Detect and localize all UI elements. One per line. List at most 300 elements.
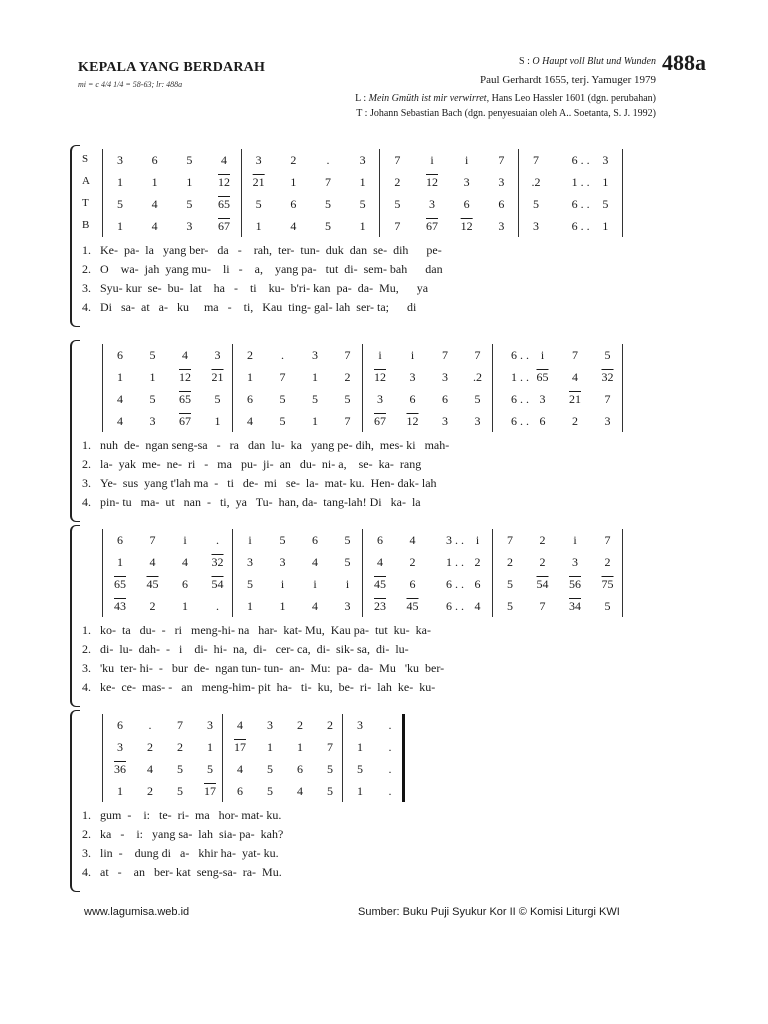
note: 6 — [498, 197, 505, 211]
note: 7 — [344, 414, 351, 428]
note: 5 — [177, 762, 183, 776]
note: 7 — [539, 599, 546, 613]
note: 67 — [218, 219, 230, 233]
note: 5 — [279, 414, 286, 428]
note: 1 — [602, 175, 609, 189]
note: 1 — [247, 370, 253, 384]
note: 7 — [604, 533, 611, 547]
source-credit: S : O Haupt voll Blut und Wunden — [519, 56, 656, 67]
note: 2 — [539, 533, 546, 547]
note: 5 — [255, 197, 262, 211]
barline — [622, 529, 623, 617]
note: 6 . . — [446, 599, 464, 613]
barline — [492, 529, 493, 617]
note: 1 — [357, 740, 363, 754]
note: 2 — [409, 555, 416, 569]
note: 3 — [255, 153, 262, 167]
verse-number: 2. — [82, 457, 91, 471]
note: 5 — [344, 555, 351, 569]
note: 4 — [290, 219, 297, 233]
note: 12 — [406, 414, 419, 428]
note: 6 — [117, 348, 123, 362]
note: 4 — [147, 762, 153, 776]
note: 4 — [572, 370, 578, 384]
song-number: 488a — [662, 50, 706, 75]
note: 12 — [460, 219, 473, 233]
note: 3 — [463, 175, 470, 189]
note: 1 . . — [446, 555, 464, 569]
note: 4 — [151, 219, 158, 233]
note: 1 — [359, 219, 366, 233]
note: 75 — [601, 577, 614, 591]
note: 5 — [207, 762, 213, 776]
voice-label: B — [82, 219, 90, 231]
note: 3 — [604, 414, 611, 428]
note: 3 — [539, 392, 546, 406]
note: 5 — [267, 784, 273, 798]
lyric-text: 'ku ter- hi- - bur de- ngan tun- tun- an- Mu: pa- da- Mu 'ku ber- — [100, 661, 445, 675]
note: . — [388, 762, 392, 776]
note: 7 — [442, 348, 448, 362]
barline — [362, 344, 363, 432]
barline — [342, 714, 343, 802]
note: 1 — [312, 370, 318, 384]
note: 3 — [214, 348, 221, 362]
note: 54 — [211, 577, 224, 591]
note: i — [475, 533, 480, 547]
final-barline — [402, 714, 405, 802]
note: i — [378, 348, 382, 362]
note: 1 — [207, 740, 213, 754]
note: 3 — [498, 219, 505, 233]
note: 1 — [182, 599, 188, 613]
note: 4 — [221, 153, 227, 167]
note: 5 — [344, 533, 351, 547]
note: 4 — [312, 555, 318, 569]
note: 4 — [312, 599, 318, 613]
note: 6 — [442, 392, 448, 406]
note: 5 — [327, 762, 333, 776]
harmony-credit: T : Johann Sebastian Bach (dgn. penyesuaian oleh A.. Soetanta, S. J. 1992) — [356, 108, 656, 119]
note: 2 — [474, 555, 481, 569]
note: 3 — [117, 153, 123, 167]
note: 65 — [114, 577, 126, 591]
note: i — [183, 533, 187, 547]
note: 6 — [297, 762, 303, 776]
note: 2 — [604, 555, 611, 569]
note: 1 — [357, 784, 363, 798]
note: 3 — [149, 414, 156, 428]
note: 1 — [602, 219, 609, 233]
note: 4 — [149, 555, 156, 569]
note: 6 . . — [571, 197, 590, 211]
voice-label: A — [82, 175, 90, 187]
note: 6 — [377, 533, 383, 547]
note: 2 — [147, 740, 153, 754]
voice-label: T — [82, 197, 89, 209]
note: 21 — [211, 370, 224, 384]
note: 1 — [247, 599, 253, 613]
note: i — [248, 533, 252, 547]
lyric-line — [82, 262, 443, 277]
verse-number: 4. — [82, 865, 91, 879]
note: 67 — [426, 219, 438, 233]
note: 7 — [279, 370, 286, 384]
verse-number: 2. — [82, 262, 91, 276]
lyric-text: Syu- kur se- bu- lat ha - ti ku- b'ri- kan pa- da- Mu, ya — [100, 281, 429, 295]
barline — [622, 149, 623, 237]
note: 36 — [114, 762, 126, 776]
note: 7 — [394, 153, 401, 167]
note: 12 — [179, 370, 191, 384]
note: 65 — [179, 392, 191, 406]
note: 1 — [149, 370, 156, 384]
verse-number: 1. — [82, 808, 91, 822]
note: 4 — [182, 555, 188, 569]
note: 6 . . — [446, 577, 464, 591]
note: 2 — [177, 740, 183, 754]
note: 7 — [325, 175, 331, 189]
note: 32 — [601, 370, 614, 384]
barline — [232, 344, 233, 432]
verse-number: 2. — [82, 642, 91, 656]
note: i — [313, 577, 317, 591]
note: 5 — [177, 784, 183, 798]
note: 5 — [507, 577, 513, 591]
verse-number: 4. — [82, 495, 91, 509]
barline — [492, 344, 493, 432]
note: . — [148, 718, 152, 732]
barline — [241, 149, 242, 237]
note: 7 — [177, 718, 183, 732]
lyric-text: la- yak me- ne- ri - ma pu- ji- an du- ni- a, se- ka- rang — [100, 457, 422, 471]
note: 65 — [536, 370, 549, 384]
note: 5 — [247, 577, 253, 591]
note: 3 — [442, 414, 448, 428]
verse-number: 4. — [82, 300, 91, 314]
barline — [102, 344, 103, 432]
note: 2 — [344, 370, 351, 384]
note: 1 — [117, 370, 123, 384]
note: 4 — [151, 197, 158, 211]
note: 2 — [327, 718, 333, 732]
note: 65 — [218, 197, 230, 211]
note: 7 — [533, 153, 539, 167]
note: 3 — [344, 599, 351, 613]
note: 3 — [117, 740, 123, 754]
lyric-line — [82, 281, 428, 296]
note: 54 — [536, 577, 549, 591]
note: 6 — [409, 577, 416, 591]
lyric-line — [82, 846, 279, 861]
note: i — [430, 153, 434, 167]
note: 3 — [357, 718, 363, 732]
note: 3 — [359, 153, 366, 167]
note: 6 . . — [511, 414, 529, 428]
note: 4 — [237, 718, 243, 732]
note: 5 — [474, 392, 481, 406]
tempo-marking: mi = c 4/4 1/4 = 58-63; lr: 488a — [78, 80, 183, 89]
note: 1 — [117, 219, 123, 233]
note: 1 — [214, 414, 221, 428]
note: 2 — [394, 175, 401, 189]
note: . — [388, 740, 392, 754]
note: 2 — [147, 784, 153, 798]
lyric-line — [82, 827, 283, 842]
lyric-text: lin - dung di a- khir ha- yat- ku. — [100, 846, 279, 860]
lyric-line — [82, 623, 431, 638]
lyric-line — [82, 661, 444, 676]
note: .2 — [473, 370, 482, 384]
lyric-text: pin- tu ma- ut nan - ti, ya Tu- han, da- tang-lah! Di ka- la — [100, 495, 421, 509]
note: 34 — [569, 599, 581, 613]
note: 4 — [117, 392, 123, 406]
song-title: KEPALA YANG BERDARAH — [78, 60, 266, 75]
note: 23 — [374, 599, 386, 613]
note: 5 — [186, 153, 193, 167]
lyric-line — [82, 642, 409, 657]
note: 5 — [279, 392, 286, 406]
note: 6 — [117, 718, 123, 732]
note: 6 . . — [511, 348, 529, 362]
note: 2 — [572, 414, 578, 428]
note: 4 — [474, 599, 481, 613]
note: 6 — [463, 197, 470, 211]
verse-number: 3. — [82, 476, 91, 490]
note: 5 — [604, 599, 611, 613]
note: 5 — [149, 348, 156, 362]
note: 1 — [290, 175, 297, 189]
note: 1 — [117, 784, 123, 798]
note: i — [280, 577, 285, 591]
note: 7 — [149, 533, 156, 547]
note: 1 — [117, 555, 123, 569]
note: 3 — [409, 370, 416, 384]
note: 7 — [474, 348, 481, 362]
barline — [102, 149, 103, 237]
note: 3 — [572, 555, 578, 569]
verse-number: 1. — [82, 438, 91, 452]
note: 6 — [151, 153, 158, 167]
lyric-line — [82, 680, 435, 695]
note: 3 — [207, 718, 213, 732]
note: 1 — [267, 740, 273, 754]
barline — [362, 529, 363, 617]
note: 2 — [247, 348, 253, 362]
note: 21 — [569, 392, 581, 406]
lyric-text: O wa- jah yang mu- li - a, yang pa- tut di- sem- bah dan — [100, 262, 443, 276]
note: . — [388, 784, 392, 798]
note: 7 — [394, 219, 401, 233]
note: 5 — [533, 197, 539, 211]
melody-credit: L : Mein Gmüth ist mir verwirret, Hans Leo Hassler 1601 (dgn. perubahan) — [355, 93, 656, 104]
lyric-text: at - an ber- kat seng-sa- ra- Mu. — [100, 865, 282, 879]
note: 6 — [237, 784, 243, 798]
barline — [102, 714, 103, 802]
note: 6 . . — [571, 219, 590, 233]
note: 1 . . — [511, 370, 529, 384]
note: 3 — [186, 219, 193, 233]
note: 45 — [146, 577, 159, 591]
note: 12 — [374, 370, 386, 384]
note: 45 — [406, 599, 419, 613]
barline — [622, 344, 623, 432]
lyric-line — [82, 457, 421, 472]
lyric-text: Di sa- at a- ku ma - ti, Kau ting- gal- lah ser- ta; di — [100, 300, 417, 314]
note: 3 . . — [446, 533, 464, 547]
lyric-text: nuh de- ngan seng-sa - ra dan lu- ka yang pe- dih, mes- ki mah- — [100, 438, 450, 452]
note: i — [410, 348, 415, 362]
note: 5 — [186, 197, 193, 211]
lyric-line — [82, 495, 421, 510]
verse-number: 3. — [82, 661, 91, 675]
note: 5 — [344, 392, 351, 406]
note: 7 — [344, 348, 351, 362]
note: 1 — [297, 740, 303, 754]
note: 5 — [359, 197, 366, 211]
system-brace — [70, 710, 80, 892]
note: 5 — [279, 533, 286, 547]
note: 7 — [572, 348, 578, 362]
note: 3 — [442, 370, 448, 384]
verse-number: 3. — [82, 846, 91, 860]
note: 7 — [327, 740, 333, 754]
note: 6 — [409, 392, 416, 406]
lyric-text: ko- ta du- - ri meng-hi- na har- kat- Mu, Kau pa- tut ku- ka- — [100, 623, 431, 637]
note: 5 — [507, 599, 513, 613]
lyric-text: ka - i: yang sa- lah sia- pa- kah? — [100, 827, 284, 841]
note: . — [281, 348, 284, 362]
note: 32 — [211, 555, 224, 569]
lyric-text: ke- ce- mas- - an meng-him- pit ha- ti- ku, be- ri- lah ke- ku- — [100, 680, 436, 694]
note: 4 — [297, 784, 303, 798]
note: 17 — [204, 784, 216, 798]
note: 5 — [602, 197, 609, 211]
note: . — [326, 153, 330, 167]
note: 7 — [604, 392, 611, 406]
note: 21 — [252, 175, 265, 189]
note: 3 — [377, 392, 383, 406]
note: 45 — [374, 577, 386, 591]
poet-credit: Paul Gerhardt 1655, terj. Yamuger 1979 — [480, 74, 656, 86]
note: 5 — [327, 784, 333, 798]
barline — [518, 149, 519, 237]
note: 6 — [539, 414, 546, 428]
lyric-line — [82, 865, 282, 880]
note: 6 . . — [511, 392, 529, 406]
note: 6 — [312, 533, 318, 547]
note: 4 — [377, 555, 383, 569]
note: 2 — [507, 555, 513, 569]
note: 12 — [218, 175, 230, 189]
note: 3 — [602, 153, 609, 167]
note: 7 — [498, 153, 505, 167]
note: i — [573, 533, 577, 547]
note: 3 — [474, 414, 481, 428]
note: 5 — [267, 762, 273, 776]
note: 1 — [255, 219, 262, 233]
system-brace — [70, 340, 80, 522]
barline — [222, 714, 223, 802]
lyric-text: Ye- sus yang t'lah ma - ti de- mi se- la- mat- ku. Hen- dak- lah — [100, 476, 437, 490]
note: 43 — [114, 599, 126, 613]
note: 4 — [182, 348, 188, 362]
system-brace — [70, 145, 80, 327]
lyric-line — [82, 300, 416, 315]
footer-site[interactable]: www.lagumisa.web.id — [84, 906, 190, 918]
note: 4 — [117, 414, 123, 428]
note: 5 — [149, 392, 156, 406]
note: i — [345, 577, 350, 591]
note: 2 — [149, 599, 156, 613]
note: 2 — [290, 153, 297, 167]
note: 3 — [267, 718, 273, 732]
note: 5 — [604, 348, 611, 362]
note: 3 — [429, 197, 435, 211]
note: 67 — [374, 414, 386, 428]
note: 6 — [117, 533, 123, 547]
verse-number: 4. — [82, 680, 91, 694]
note: 3 — [247, 555, 253, 569]
note: 6 — [474, 577, 481, 591]
verse-number: 3. — [82, 281, 91, 295]
barline — [379, 149, 380, 237]
note: 1 — [279, 599, 286, 613]
note: 3 — [498, 175, 505, 189]
note: 2 — [297, 718, 303, 732]
note: 5 — [394, 197, 401, 211]
lyric-text: gum - i: te- ri- ma hor- mat- ku. — [100, 808, 282, 822]
note: 1 . . — [571, 175, 590, 189]
lyric-text: Ke- pa- la yang ber- da - rah, ter- tun- duk dan se- dih pe- — [100, 243, 442, 257]
verse-number: 2. — [82, 827, 91, 841]
note: 12 — [426, 175, 438, 189]
note: 2 — [539, 555, 546, 569]
note: 17 — [234, 740, 246, 754]
note: 5 — [214, 392, 221, 406]
note: . — [388, 718, 392, 732]
note: 4 — [237, 762, 243, 776]
barline — [102, 529, 103, 617]
lyric-line — [82, 476, 437, 491]
note: 5 — [325, 219, 331, 233]
note: 1 — [186, 175, 193, 189]
lyric-text: di- lu- dah- - i di- hi- na, di- cer- ca, di- sik- sa, di- lu- — [100, 642, 409, 656]
note: 1 — [359, 175, 366, 189]
note: 4 — [409, 533, 416, 547]
note: 7 — [507, 533, 513, 547]
note: 3 — [279, 555, 286, 569]
note: 67 — [179, 414, 191, 428]
note: i — [540, 348, 545, 362]
note: 3 — [312, 348, 318, 362]
note: 5 — [312, 392, 318, 406]
system-brace — [70, 525, 80, 707]
lyric-line — [82, 243, 442, 258]
note: 5 — [117, 197, 123, 211]
note: 6 — [290, 197, 297, 211]
voice-label: S — [82, 153, 89, 165]
note: 4 — [247, 414, 253, 428]
verse-number: 1. — [82, 243, 91, 257]
lyric-line — [82, 808, 281, 823]
note: 6 — [247, 392, 253, 406]
barline — [232, 529, 233, 617]
note: 1 — [312, 414, 318, 428]
note: 1 — [151, 175, 158, 189]
footer-source: Sumber: Buku Puji Syukur Kor II © Komisi Liturgi KWI — [358, 906, 620, 918]
note: i — [464, 153, 469, 167]
